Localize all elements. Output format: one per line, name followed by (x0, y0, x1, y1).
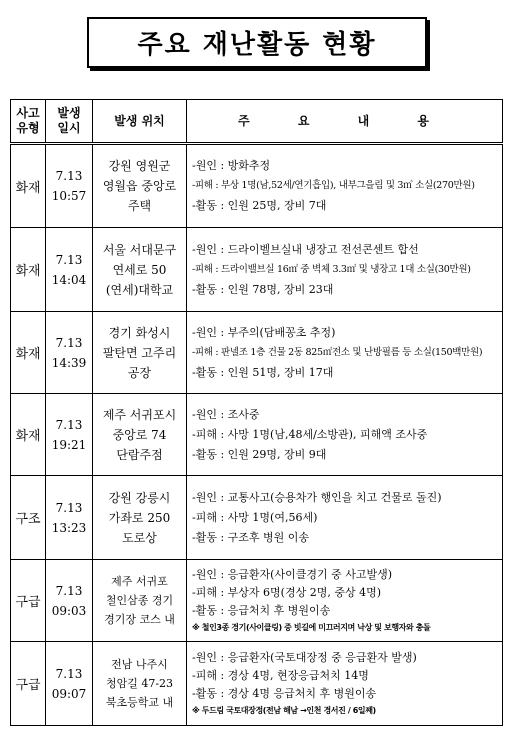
activity-line: -활동 : 구조후 병원 이송 (192, 530, 310, 544)
incident-type: 화재 (11, 144, 46, 228)
incident-datetime: 7.13 19:21 (46, 394, 93, 476)
incident-type: 화재 (11, 228, 46, 312)
header-location: 발생 위치 (93, 100, 187, 144)
incident-location: 경기 화성시 팔탄면 고주리 공장 (93, 312, 187, 394)
incident-details (187, 144, 503, 228)
incident-type: 구조 (11, 476, 46, 560)
incident-details (187, 560, 503, 642)
incident-details (187, 394, 503, 476)
incident-details (187, 642, 503, 726)
damage-line: -피해 : 경상 4명, 현장응급처치 14명 (192, 668, 369, 682)
table-row (11, 560, 503, 642)
header-type: 사고 유형 (11, 100, 46, 144)
damage-line: -피해 : 판넬조 1층 건물 2동 825㎡전소 및 난방필름 등 소실(150백만원) (192, 346, 483, 358)
damage-line: -피해 : 부상자 6명(경상 2명, 중상 4명) (192, 585, 381, 599)
cause-line: -원인 : 응급환자(사이클경기 중 사고발생) (192, 567, 393, 581)
activity-line: -활동 : 인원 51명, 장비 17대 (192, 365, 334, 379)
activity-line: -활동 : 응급처치 후 병원이송 (192, 603, 331, 617)
note-line: ※ 두드림 국토대장정(전남 해남 →인천 경서진 / 6일째) (192, 705, 376, 715)
incident-type: 화재 (11, 394, 46, 476)
damage-line: -피해 : 부상 1명(남,52세/연기흡입), 내부그을림 및 3㎥ 소실(270만원) (192, 180, 475, 191)
table-row (11, 476, 503, 560)
incident-datetime: 7.13 09:03 (46, 560, 93, 642)
cause-line: -원인 : 방화추정 (192, 159, 271, 172)
incident-type: 구급 (11, 560, 46, 642)
incident-location: 제주 서귀포시 중앙로 74 단람주점 (93, 394, 187, 476)
incident-location: 제주 서귀포 철인삼종 경기 경기장 코스 내 (93, 560, 187, 642)
incident-location: 전남 나주시 청암길 47-23 북초등학교 내 (93, 642, 187, 726)
incident-datetime: 7.13 09:07 (46, 642, 93, 726)
damage-line: -피해 : 드라이밸브실 16㎡ 중 벽체 3.3㎡ 및 냉장고 1대 소실(30만원) (192, 263, 471, 275)
activity-line: -활동 : 인원 25명, 장비 7대 (192, 199, 327, 212)
header-details: 주 요 내 용 (187, 100, 503, 144)
table-row (11, 312, 503, 394)
cause-line: -원인 : 조사중 (192, 407, 260, 421)
incident-details (187, 476, 503, 560)
incident-datetime: 7.13 13:23 (46, 476, 93, 560)
incident-datetime: 7.13 14:39 (46, 312, 93, 394)
damage-line: -피해 : 사망 1명(남,48세/소방관), 피해액 조사중 (192, 427, 428, 441)
disaster-status-table (10, 99, 503, 726)
cause-line: -원인 : 응급환자(국토대장정 중 응급환자 발생) (192, 650, 417, 664)
incident-type: 화재 (11, 312, 46, 394)
incident-location: 서울 서대문구 연세로 50 (연세)대학교 (93, 228, 187, 312)
activity-line: -활동 : 경상 4명 응급처치 후 병원이송 (192, 686, 377, 700)
damage-line: -피해 : 사망 1명(여,56세) (192, 510, 318, 524)
table-row (11, 228, 503, 312)
activity-line: -활동 : 인원 78명, 장비 23대 (192, 282, 334, 296)
table-row (11, 642, 503, 726)
incident-type: 구급 (11, 642, 46, 726)
incident-datetime: 7.13 10:57 (46, 144, 93, 228)
table-row (11, 144, 503, 228)
table-header-row (11, 100, 503, 144)
cause-line: -원인 : 부주의(담배꽁초 추정) (192, 325, 336, 339)
note-line: ※ 철인3종 경기(사이클링) 중 빗길에 미끄러지며 낙상 및 보행자와 충돌 (192, 622, 431, 632)
incident-location: 강원 영원군 영월읍 중앙로 주택 (93, 144, 187, 228)
incident-details (187, 312, 503, 394)
header-time: 발생 일시 (46, 100, 93, 144)
activity-line: -활동 : 인원 29명, 장비 9대 (192, 447, 327, 461)
incident-details (187, 228, 503, 312)
incident-datetime: 7.13 14:04 (46, 228, 93, 312)
page-title: 주요 재난활동 현황 (87, 17, 427, 68)
cause-line: -원인 : 교통사고(승용차가 행인을 치고 건물로 돌진) (192, 490, 442, 504)
incident-location: 강원 강릉시 가좌로 250 도로상 (93, 476, 187, 560)
table-row (11, 394, 503, 476)
cause-line: -원인 : 드라이벨브실내 냉장고 전선콘센트 합선 (192, 242, 419, 256)
